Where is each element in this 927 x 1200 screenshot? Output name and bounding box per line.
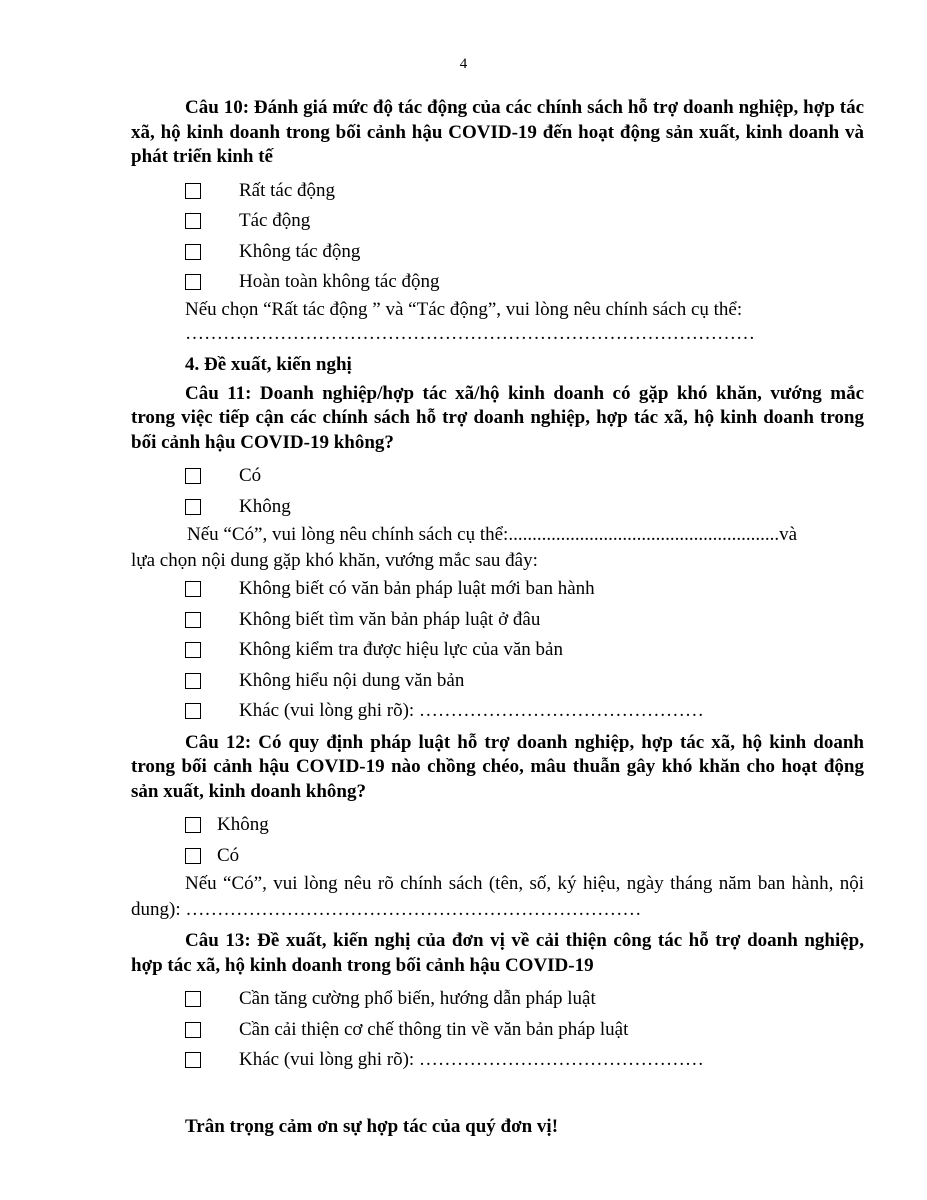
option-label: Tác động bbox=[239, 210, 311, 232]
q11-difficulty-option[interactable] bbox=[185, 696, 864, 727]
q13-option[interactable] bbox=[185, 1015, 864, 1046]
q11-difficulty-option[interactable] bbox=[185, 635, 864, 666]
q11-difficulty-option[interactable] bbox=[185, 605, 864, 636]
q10-answer-line[interactable]: ……………………………………………………………………………… bbox=[185, 322, 755, 344]
checkbox-icon[interactable] bbox=[185, 1022, 201, 1038]
checkbox-icon[interactable] bbox=[185, 468, 201, 484]
checkbox-icon[interactable] bbox=[185, 848, 201, 864]
question-10-title: Câu 10: Đánh giá mức độ tác động của các chính sách hỗ trợ doanh nghiệp, hợp tác xã, hộ kinh doanh trong bối cảnh hậu COVID-19 đến hoạt động sản xuất, kinh doanh và phát triển kinh tế bbox=[131, 97, 864, 167]
checkbox-icon[interactable] bbox=[185, 642, 201, 658]
q11-difficulty-option[interactable] bbox=[185, 666, 864, 697]
option-label: Rất tác động bbox=[239, 179, 336, 201]
q13-option[interactable] bbox=[185, 984, 864, 1015]
checkbox-icon[interactable] bbox=[185, 213, 201, 229]
checkbox-icon[interactable] bbox=[185, 183, 201, 199]
option-label: Không bbox=[217, 814, 269, 836]
q11-note-line-1: Nếu “Có”, vui lòng nêu chính sách cụ thể:.........................................................và bbox=[187, 524, 798, 545]
checkbox-icon[interactable] bbox=[185, 703, 201, 719]
checkbox-icon[interactable] bbox=[185, 612, 201, 628]
q10-note: Nếu chọn “Rất tác động ” và “Tác động”, vui lòng nêu chính sách cụ thể: bbox=[185, 298, 743, 320]
option-label: Có bbox=[239, 465, 262, 487]
option-label: Không tác động bbox=[239, 240, 361, 262]
q12-option[interactable] bbox=[185, 810, 864, 841]
question-13-title: Câu 13: Đề xuất, kiến nghị của đơn vị về cải thiện công tác hỗ trợ doanh nghiệp, hợp tác xã, hộ kinh doanh trong bối cảnh hậu COVID-19 bbox=[131, 930, 864, 976]
option-label: Khác (vui lòng ghi rõ): ……………………………………… bbox=[239, 700, 704, 722]
option-label: Không biết có văn bản pháp luật mới ban hành bbox=[239, 578, 595, 600]
q13-option[interactable] bbox=[185, 1045, 864, 1076]
q10-option[interactable] bbox=[185, 176, 864, 207]
q12-option[interactable] bbox=[185, 841, 864, 872]
option-label: Không bbox=[239, 495, 291, 517]
option-label: Cần tăng cường phổ biến, hướng dẫn pháp luật bbox=[239, 988, 596, 1010]
checkbox-icon[interactable] bbox=[185, 581, 201, 597]
q10-option[interactable] bbox=[185, 267, 864, 298]
checkbox-icon[interactable] bbox=[185, 1052, 201, 1068]
q11-difficulty-option[interactable] bbox=[185, 574, 864, 605]
option-label: Không hiểu nội dung văn bản bbox=[239, 669, 465, 691]
checkbox-icon[interactable] bbox=[185, 817, 201, 833]
option-label: Không biết tìm văn bản pháp luật ở đâu bbox=[239, 608, 541, 630]
page-number: 4 bbox=[459, 56, 468, 72]
q11-note-line-2: lựa chọn nội dung gặp khó khăn, vướng mắc sau đây: bbox=[131, 550, 538, 571]
survey-content bbox=[131, 96, 864, 1138]
section-4-heading: 4. Đề xuất, kiến nghị bbox=[185, 353, 352, 375]
option-label: Cần cải thiện cơ chế thông tin về văn bản pháp luật bbox=[239, 1018, 629, 1040]
checkbox-icon[interactable] bbox=[185, 274, 201, 290]
closing-thanks: Trân trọng cảm ơn sự hợp tác của quý đơn vị! bbox=[185, 1115, 559, 1137]
option-label: Hoàn toàn không tác động bbox=[239, 271, 440, 293]
option-label: Khác (vui lòng ghi rõ): ……………………………………… bbox=[239, 1049, 704, 1071]
q11-option[interactable] bbox=[185, 461, 864, 492]
checkbox-icon[interactable] bbox=[185, 673, 201, 689]
q11-option[interactable] bbox=[185, 492, 864, 523]
checkbox-icon[interactable] bbox=[185, 499, 201, 515]
checkbox-icon[interactable] bbox=[185, 244, 201, 260]
checkbox-icon[interactable] bbox=[185, 991, 201, 1007]
q10-option[interactable] bbox=[185, 206, 864, 237]
option-label: Không kiểm tra được hiệu lực của văn bản bbox=[239, 639, 563, 661]
option-label: Có bbox=[217, 844, 240, 866]
q10-option[interactable] bbox=[185, 237, 864, 268]
question-11-title: Câu 11: Doanh nghiệp/hợp tác xã/hộ kinh doanh có gặp khó khăn, vướng mắc trong việc tiếp cận các chính sách hỗ trợ doanh nghiệp, hợp tác xã, hộ kinh doanh trong bối cảnh hậu COVID-19 không? bbox=[131, 382, 864, 453]
question-12-title: Câu 12: Có quy định pháp luật hỗ trợ doanh nghiệp, hợp tác xã, hộ kinh doanh trong bối cảnh hậu COVID-19 nào chồng chéo, mâu thuẫn gây khó khăn cho hoạt động sản xuất, kinh doanh không? bbox=[131, 731, 864, 802]
q12-note: Nếu “Có”, vui lòng nêu rõ chính sách (tên, số, ký hiệu, ngày tháng năm ban hành, nội dung): ……………………………………………………………… bbox=[131, 873, 864, 920]
